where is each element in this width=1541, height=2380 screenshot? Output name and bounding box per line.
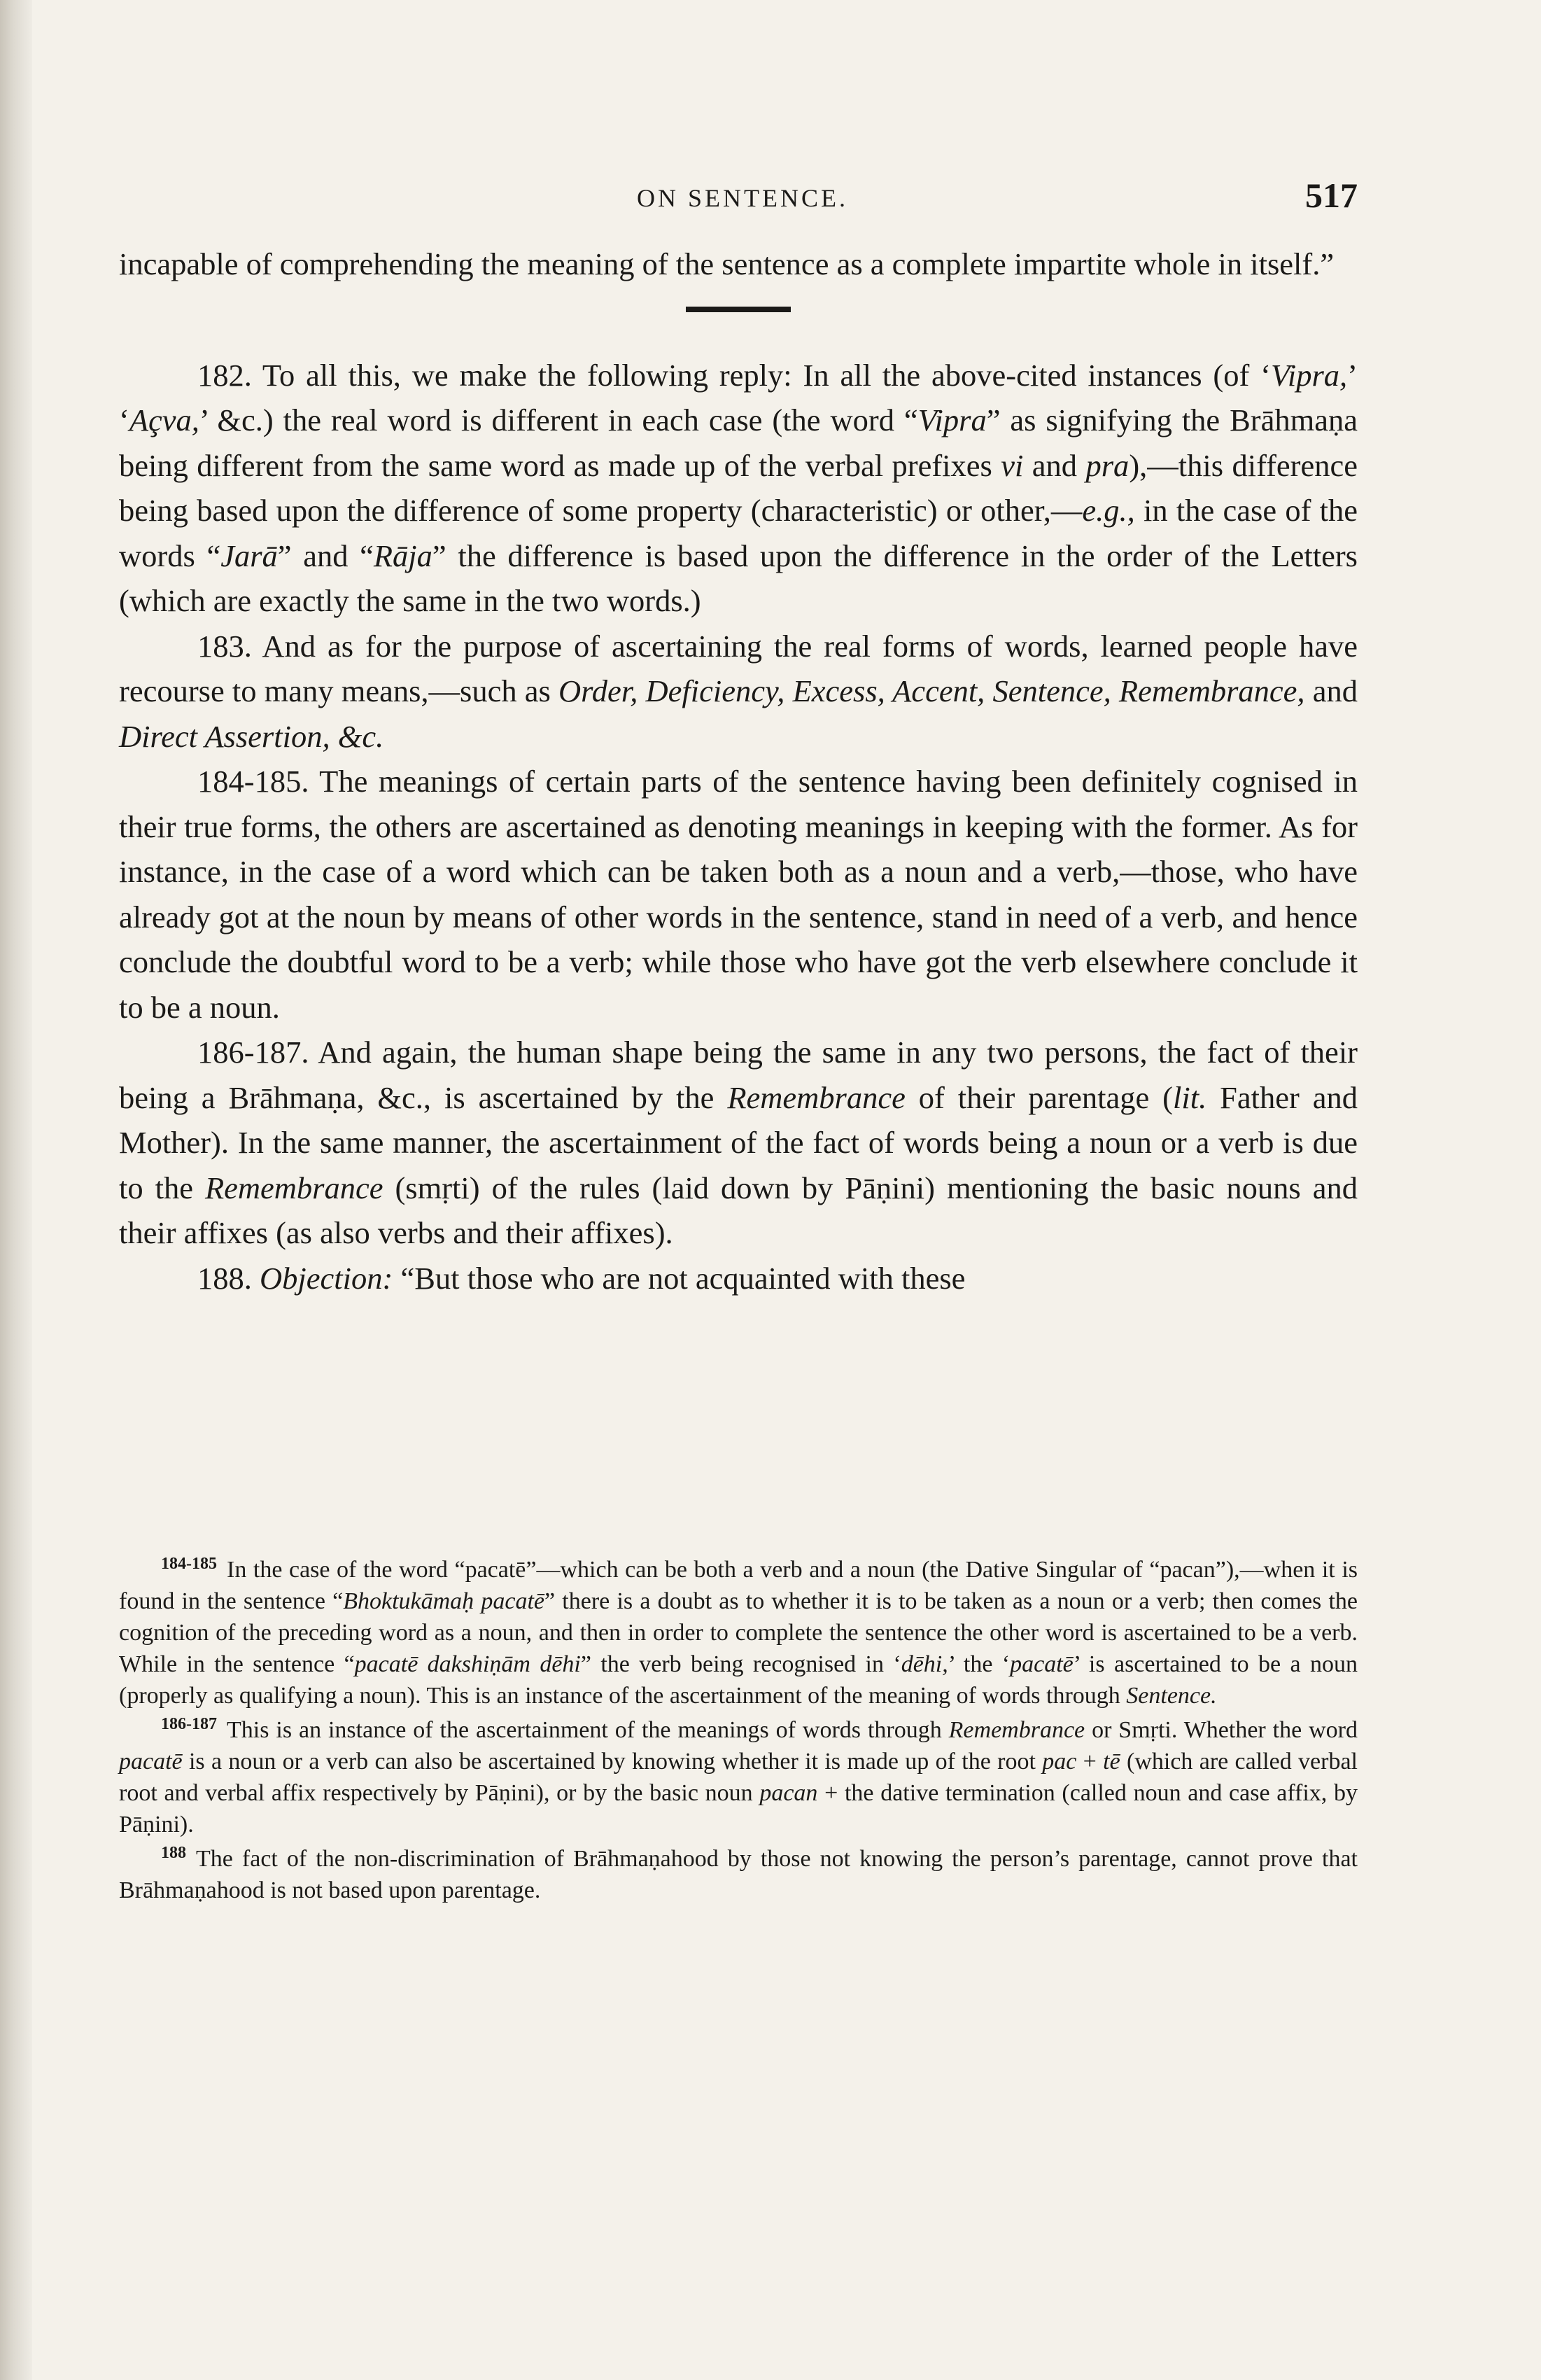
text-run: + the dative termination (called noun and case affix, by Pāṇini). — [119, 1780, 1358, 1837]
italic-run: Remembrance — [727, 1079, 906, 1115]
paragraph-184-185 — [119, 759, 1358, 1030]
footnote-mark: 188 — [161, 1843, 186, 1862]
text-run: ),—this difference being based upon the difference of some property (characteristic) or other,— — [119, 447, 1358, 528]
italic-run: Remembrance — [948, 1717, 1085, 1743]
paragraph-number: 182. — [197, 357, 252, 393]
footnote-mark: 186-187 — [161, 1714, 217, 1733]
italic-run: pacatē — [119, 1749, 183, 1774]
intro-paragraph — [119, 241, 1358, 287]
text-run: The meanings of certain parts of the sentence having been definitely cognised in their true forms, the others are ascertained as denoting meanings in keeping with the former. As for instance, in the case of a word which can be taken both as a noun and a verb,—those, who have already got at the noun by means of other words in the sentence, stand in need of a verb, and hence conclude the doubtful word to be a verb; while those who have got the verb elsewhere conclude it to be a noun. — [119, 764, 1358, 1025]
text-run: ’ ‘ — [119, 357, 1358, 438]
text-run: of their parentage ( — [905, 1079, 1173, 1115]
italic-run: dēhi, — [901, 1651, 948, 1677]
italic-run: Jarā — [220, 538, 278, 573]
section-rule — [686, 307, 791, 312]
paragraph-186-187 — [119, 1030, 1358, 1256]
footnote-188 — [119, 1843, 1358, 1906]
paragraph-182 — [119, 353, 1358, 624]
page — [119, 0, 1358, 2380]
text-run: ” as signifying the Brāhmaṇa being different from the same word as made up of the verbal prefixes — [119, 402, 1358, 483]
italic-run: Vipra — [917, 402, 987, 438]
italic-run: Vipra, — [1270, 357, 1348, 393]
italic-run: Order, Deficiency, Excess, Accent, Sentence, Remembrance, — [558, 673, 1305, 708]
footnote-186-187 — [119, 1714, 1358, 1840]
paragraph-number: 183. — [197, 628, 252, 664]
text-run: ’ the ‘ — [948, 1651, 1011, 1677]
paragraph-number: 184-185. — [197, 764, 309, 799]
text-run: (which are called verbal root and verbal affix respectively by Pāṇini), or by the basic noun — [119, 1749, 1358, 1806]
text-run: To all this, we make the following reply: In all the above-cited instances (of ‘ — [251, 357, 1271, 393]
italic-run: Açva, — [129, 402, 199, 438]
intro-text: incapable of comprehending the meaning of the sentence as a complete impartite whole in itself.” — [119, 246, 1335, 281]
text-run: + — [1076, 1749, 1104, 1774]
italic-run: pacan — [759, 1780, 818, 1806]
italic-run: Remembrance — [204, 1170, 384, 1205]
italic-run: tē — [1103, 1749, 1120, 1774]
text-run: In the case of the word “pacatē”—which can be both a verb and a noun (the Dative Singular of “pacan”),—when it is found in the sentence “ — [119, 1557, 1358, 1614]
text-run: ” the difference is based upon the difference in the order of the Letters (which are exactly the same in the two words.) — [119, 538, 1358, 618]
text-run: “But those who are not acquainted with these — [393, 1260, 966, 1296]
text-run: The fact of the non-discrimination of Brāhmaṇahood by those not knowing the person’s parentage, cannot prove that Brāhmaṇahood is not based upon parentage. — [119, 1846, 1358, 1903]
text-run: in the case of the words “ — [119, 493, 1358, 573]
italic-run: Rāja — [373, 538, 432, 573]
italic-run: e.g., — [1082, 493, 1135, 528]
text-run: is a noun or a verb can also be ascertained by knowing whether it is made up of the root — [182, 1749, 1043, 1774]
page-header — [119, 175, 1358, 224]
italic-run: vi — [1001, 447, 1024, 483]
paragraph-183 — [119, 624, 1358, 760]
text-run: And as for the purpose of ascertaining the real forms of words, learned people have recourse to many means,—such as — [119, 628, 1358, 708]
body-text — [119, 241, 1358, 1301]
running-title: ON SENTENCE. — [637, 184, 848, 212]
text-run: ” there is a doubt as to whether it is to be taken as a noun or a verb; then comes the cognition of the preceding word as a noun, and then in order to complete the sentence the other word is ascertained to be a verb. While in the sentence “ — [119, 1588, 1358, 1677]
footnote-mark: 184-185 — [161, 1554, 217, 1573]
text-run: and — [1023, 447, 1086, 483]
paragraph-number: 188. — [197, 1260, 252, 1296]
footnotes — [119, 1554, 1358, 1909]
text-run: or Smṛti. Whether the word — [1085, 1717, 1358, 1743]
italic-run: pacatē dakshiṇām dēhi — [354, 1651, 581, 1677]
paragraph-number: 186-187. — [197, 1035, 309, 1070]
footnote-184-185 — [119, 1554, 1358, 1712]
italic-run: Sentence. — [1126, 1683, 1217, 1709]
italic-run: pra — [1085, 447, 1130, 483]
text-run: ” the verb being recognised in ‘ — [580, 1651, 901, 1677]
paragraph-188 — [119, 1256, 1358, 1301]
italic-run: pacatē — [1010, 1651, 1074, 1677]
text-run: ’ &c.) the real word is different in each case (the word “ — [199, 402, 918, 438]
italic-run: Objection: — [260, 1260, 393, 1296]
text-run: ’ is ascertained to be a noun (properly as qualifying a noun). This is an instance of the ascertainment of the meaning of words through — [119, 1651, 1358, 1709]
italic-run: Direct Assertion, &c. — [119, 718, 384, 754]
italic-run: pac — [1042, 1749, 1077, 1774]
text-run: (smṛti) of the rules (laid down by Pāṇini) mentioning the basic nouns and their affixes (as also verbs and their affixes). — [119, 1170, 1358, 1250]
text-run: ” and “ — [277, 538, 374, 573]
binding-edge — [0, 0, 32, 2380]
italic-run: lit. — [1172, 1079, 1207, 1115]
text-run: This is an instance of the ascertainment of the meanings of words through — [227, 1717, 949, 1743]
text-run: And again, the human shape being the same in any two persons, the fact of their being a Brāhmaṇa, &c., is ascertained by the — [119, 1035, 1358, 1115]
page-number: 517 — [1305, 176, 1358, 215]
text-run: and — [1304, 673, 1358, 708]
text-run: Father and Mother). In the same manner, the ascertainment of the fact of words being a noun or a verb is due to the — [119, 1079, 1358, 1205]
italic-run: Bhoktukāmaḥ pacatē — [343, 1588, 545, 1614]
